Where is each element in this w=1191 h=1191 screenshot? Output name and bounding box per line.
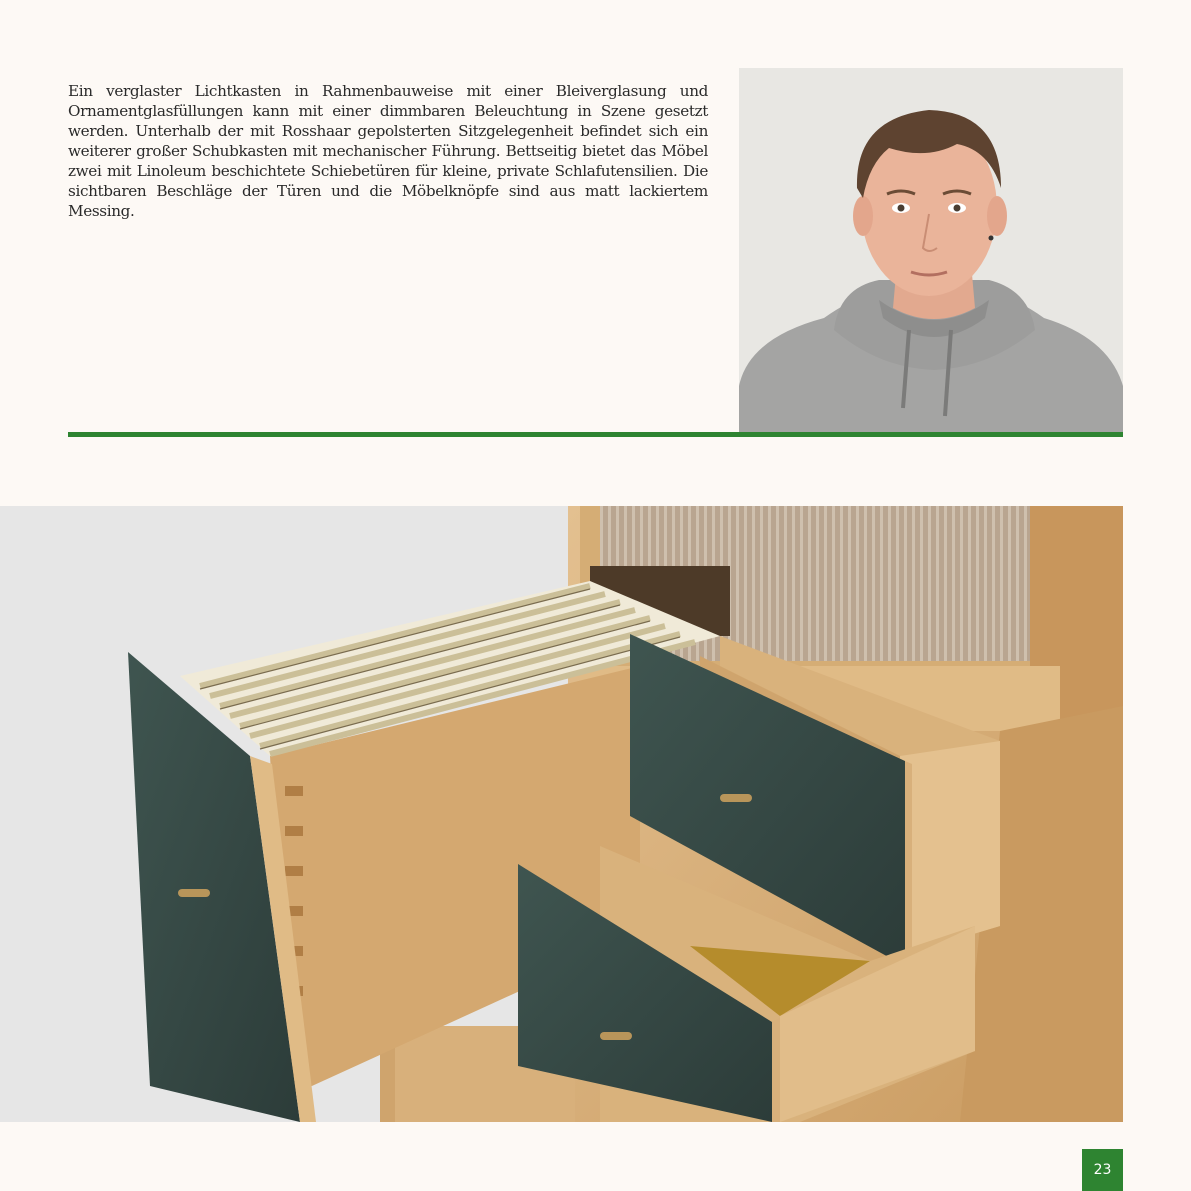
body-paragraph: Ein verglaster Lichtkasten in Rahmenbauweise mit einer Bleiverglasung und Ornamentglasfüllungen kann mit einer dimmbaren Beleuchtung in Szene gesetzt werden. Unterhalb der mit Rosshaar gepolsterten Sitzgelegenheit befindet sich ein weiterer großer Schubkasten mit mechanischer Führung. Bettseitig bietet das Möbel zwei mit Linoleum beschichtete Schiebetüren für kleine, private Schlafutensilien. Die sichtbaren Beschläge der Türen und die Möbelknöpfe sind aus matt lackiertem Messing. [68, 82, 708, 221]
furniture-photo [0, 506, 1123, 1122]
portrait-photo [739, 68, 1123, 432]
page-number: 23 [1082, 1149, 1123, 1191]
portrait-illustration [739, 68, 1123, 432]
cabinet-illustration [0, 506, 1123, 1122]
section-divider [68, 432, 1123, 437]
